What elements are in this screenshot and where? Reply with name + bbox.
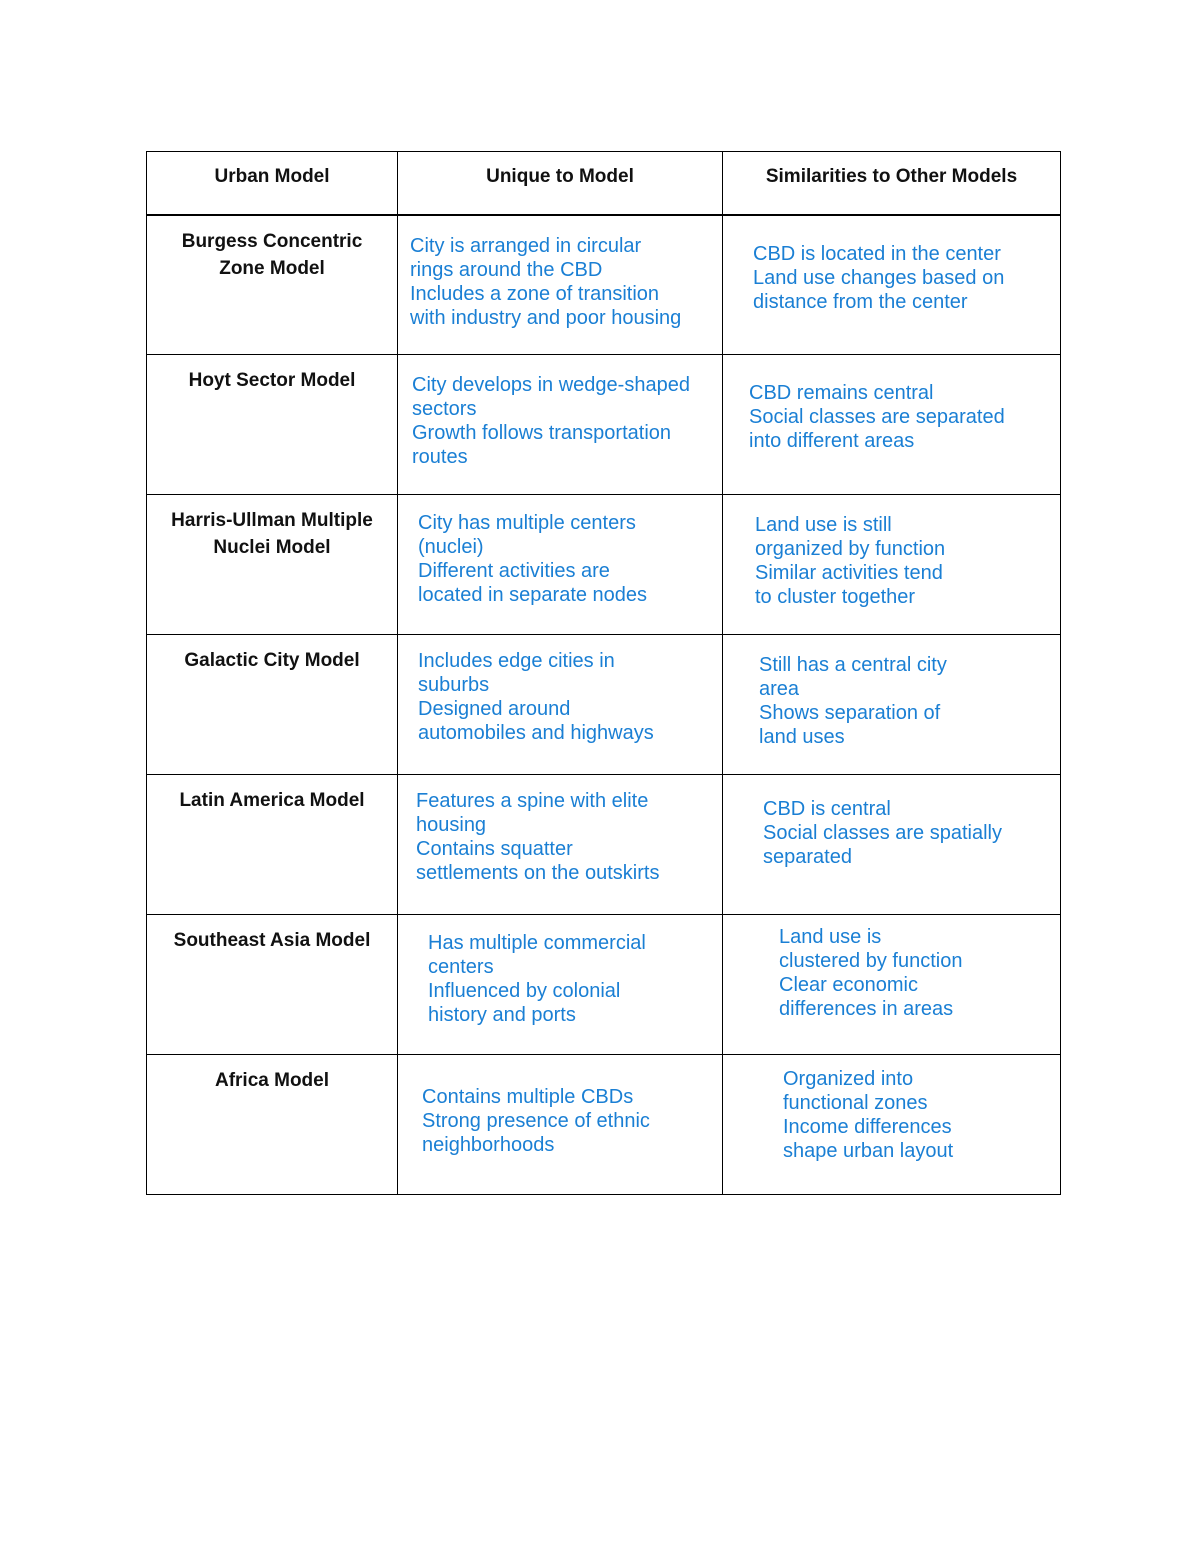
similarities-line: Still has a central city — [759, 654, 947, 676]
model-name-cell — [147, 915, 398, 1055]
header-unique-to-model: Unique to Model — [398, 152, 723, 215]
table-row — [147, 775, 1061, 915]
similarities-line: Shows separation of — [759, 702, 941, 724]
model-name-line: Burgess Concentric — [181, 230, 363, 252]
unique-line: sectors — [412, 398, 477, 420]
unique-line: Growth follows transportation — [412, 422, 672, 444]
similarities-cell — [723, 355, 1061, 495]
similarities-line: land uses — [759, 726, 845, 748]
similarities-line: Land use is still — [755, 514, 892, 536]
header-urban-model: Urban Model — [147, 152, 398, 215]
unique-line: suburbs — [418, 674, 490, 696]
similarities-line: to cluster together — [755, 586, 916, 608]
unique-line: Includes a zone of transition — [410, 282, 660, 305]
unique-line: history and ports — [428, 1004, 576, 1026]
unique-line: rings around the CBD — [410, 258, 603, 281]
unique-cell — [398, 215, 723, 355]
similarities-line: organized by function — [755, 538, 946, 560]
unique-line: settlements on the outskirts — [416, 862, 660, 884]
unique-line: Contains multiple CBDs — [422, 1086, 634, 1108]
unique-line: Different activities are — [418, 560, 610, 582]
unique-line: centers — [428, 956, 494, 978]
model-name-line: Harris-Ullman Multiple — [171, 510, 373, 531]
similarities-cell — [723, 495, 1061, 635]
similarities-line: Organized into — [783, 1068, 914, 1090]
similarities-cell — [723, 635, 1061, 775]
similarities-cell — [723, 215, 1061, 355]
similarities-line: into different areas — [749, 430, 915, 452]
unique-line: automobiles and highways — [418, 722, 654, 744]
similarities-cell — [723, 1055, 1061, 1195]
table-row — [147, 1055, 1061, 1195]
unique-cell — [398, 495, 723, 635]
similarities-line: CBD remains central — [749, 382, 934, 404]
similarities-line: Social classes are spatially — [763, 822, 1002, 844]
unique-line: neighborhoods — [422, 1134, 555, 1156]
unique-line: housing — [416, 814, 487, 836]
unique-line: Features a spine with elite — [416, 790, 649, 812]
similarities-line: separated — [763, 846, 852, 868]
unique-line: Influenced by colonial — [428, 980, 621, 1002]
similarities-line: Land use is — [779, 926, 882, 948]
unique-line: Includes edge cities in — [418, 650, 615, 672]
unique-line: City is arranged in circular — [410, 234, 642, 257]
unique-cell — [398, 915, 723, 1055]
similarities-line: CBD is located in the center — [753, 242, 1001, 265]
similarities-line: distance from the center — [753, 290, 968, 313]
similarities-cell — [723, 775, 1061, 915]
table-row — [147, 355, 1061, 495]
unique-cell — [398, 1055, 723, 1195]
unique-cell — [398, 635, 723, 775]
model-name-cell — [147, 635, 398, 775]
similarities-line: Social classes are separated — [749, 406, 1005, 428]
model-name-line: Southeast Asia Model — [173, 930, 371, 951]
unique-line: Contains squatter — [416, 838, 573, 860]
similarities-line: clustered by function — [779, 950, 963, 972]
similarities-line: Clear economic — [779, 974, 918, 996]
model-name-line: Galactic City Model — [184, 650, 360, 671]
unique-cell — [398, 775, 723, 915]
model-name-line: Africa Model — [214, 1070, 330, 1091]
table-row — [147, 635, 1061, 775]
model-name-cell — [147, 495, 398, 635]
similarities-line: area — [759, 678, 800, 700]
table-row — [147, 915, 1061, 1055]
model-name-line: Latin America Model — [179, 790, 365, 811]
similarities-line: differences in areas — [779, 998, 954, 1020]
unique-line: Designed around — [418, 698, 571, 720]
model-name-cell — [147, 215, 398, 355]
model-name-line: Zone Model — [219, 257, 325, 279]
unique-cell — [398, 355, 723, 495]
unique-line: City develops in wedge-shaped — [412, 374, 690, 396]
similarities-cell — [723, 915, 1061, 1055]
model-name-line: Hoyt Sector Model — [188, 370, 356, 391]
unique-line: located in separate nodes — [418, 584, 648, 606]
model-name-cell — [147, 775, 398, 915]
unique-line: Strong presence of ethnic — [422, 1110, 650, 1132]
similarities-line: Similar activities tend — [755, 562, 943, 584]
similarities-line: CBD is central — [763, 798, 891, 820]
similarities-line: Income differences — [783, 1116, 952, 1138]
model-name-line: Nuclei Model — [213, 537, 331, 558]
table-header-row — [147, 152, 1061, 215]
unique-line: City has multiple centers — [418, 512, 636, 534]
table-row — [147, 215, 1061, 355]
table-row — [147, 495, 1061, 635]
header-similarities: Similarities to Other Models — [723, 152, 1061, 215]
unique-line: (nuclei) — [418, 536, 484, 558]
unique-line: with industry and poor housing — [410, 306, 682, 329]
model-name-cell — [147, 1055, 398, 1195]
unique-line: Has multiple commercial — [428, 932, 646, 954]
similarities-line: functional zones — [783, 1092, 928, 1114]
urban-models-table — [146, 151, 1061, 1195]
model-name-cell — [147, 355, 398, 495]
similarities-line: shape urban layout — [783, 1140, 954, 1162]
similarities-line: Land use changes based on — [753, 266, 1005, 289]
unique-line: routes — [412, 446, 468, 468]
